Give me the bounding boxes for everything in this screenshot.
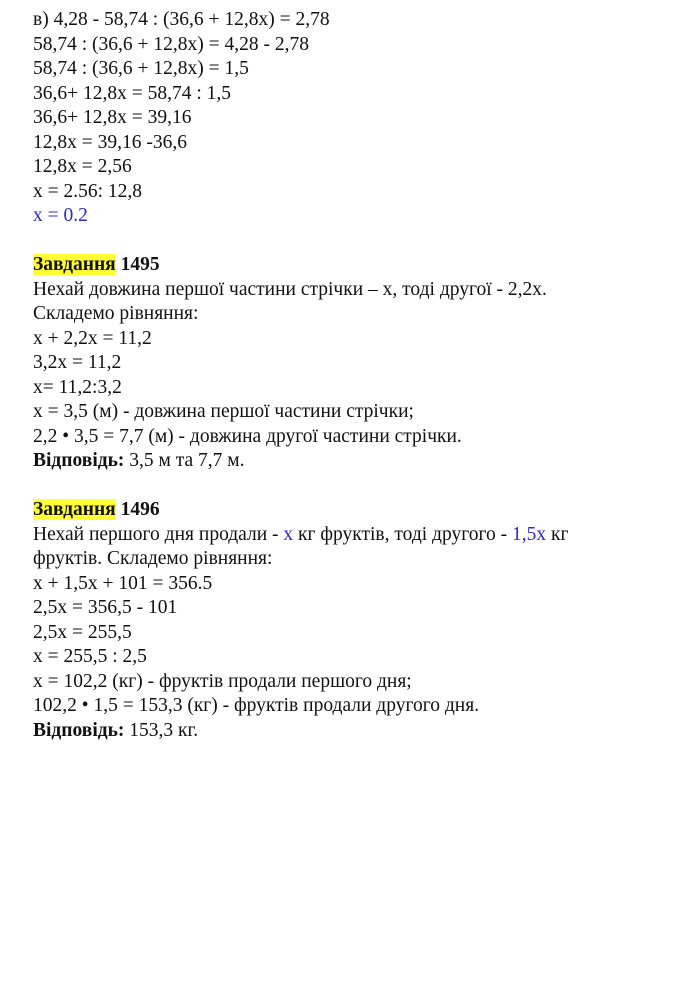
equation-line: 12,8x = 39,16 -36,6 [33,131,187,153]
result-line: x = 0.2 [33,205,88,226]
answer-value: 153,3 кг. [129,719,199,741]
equation-line: x = 3,5 (м) - довжина першої частини стрічки; [33,401,414,422]
equation-line: 36,6+ 12,8x = 39,16 [33,107,192,128]
equation-line: x + 2,2x = 11,2 [33,327,152,349]
text-line: Складемо рівняння: [33,303,199,324]
task-1495 [33,253,568,474]
task-label: Завдання [33,254,116,275]
equation-line: x = 2.56: 12,8 [33,180,143,202]
task-heading [33,253,568,278]
equation-line: x = 102,2 (кг) - фруктів продали першого дня; [33,670,412,692]
task-1496 [33,498,568,743]
answer-line [33,449,568,474]
task-number: 1495 [120,254,160,275]
equation-line: 2,5x = 255,5 [33,621,132,643]
part-v-solution [33,8,568,229]
text-fragment: Нехай першого дня продали - [33,523,284,545]
equation-line: 2,5x = 356,5 - 101 [33,597,178,618]
equation-line: 36,6+ 12,8x = 58,74 : 1,5 [33,82,232,104]
text-fragment: кг фруктів, тоді другого - [293,523,512,545]
equation-line: 58,74 : (36,6 + 12,8x) = 4,28 - 2,78 [33,33,310,55]
equation-line: 102,2 • 1,5 = 153,3 (кг) - фруктів продали другого дня. [33,695,480,716]
equation-line: x = 255,5 : 2,5 [33,646,147,667]
task-number: 1496 [120,499,160,520]
equation-line: в) 4,28 - 58,74 : (36,6 + 12,8x) = 2,78 [33,9,330,30]
variable-x: x [283,523,294,545]
answer-line [33,719,568,744]
text-line [33,523,568,548]
answer-value: 3,5 м та 7,7 м. [129,450,245,471]
text-line: фруктів. Складемо рівняння: [33,548,273,569]
equation-line: 2,2 • 3,5 = 7,7 (м) - довжина другої частини стрічки. [33,425,462,447]
document [33,0,568,743]
equation-line: x= 11,2:3,2 [33,376,122,398]
equation-line: x + 1,5x + 101 = 356.5 [33,572,213,594]
equation-line: 3,2x = 11,2 [33,352,122,373]
text-line: Нехай довжина першої частини стрічки – x, тоді другої - 2,2x. [33,278,547,300]
equation-line: 12,8x = 2,56 [33,156,132,177]
answer-label: Відповідь: [33,450,125,471]
variable-1-5x: 1,5x [512,523,547,545]
task-heading [33,498,568,523]
task-label: Завдання [33,499,116,520]
answer-label: Відповідь: [33,719,125,741]
text-fragment: кг [546,523,569,545]
equation-line: 58,74 : (36,6 + 12,8x) = 1,5 [33,58,249,79]
